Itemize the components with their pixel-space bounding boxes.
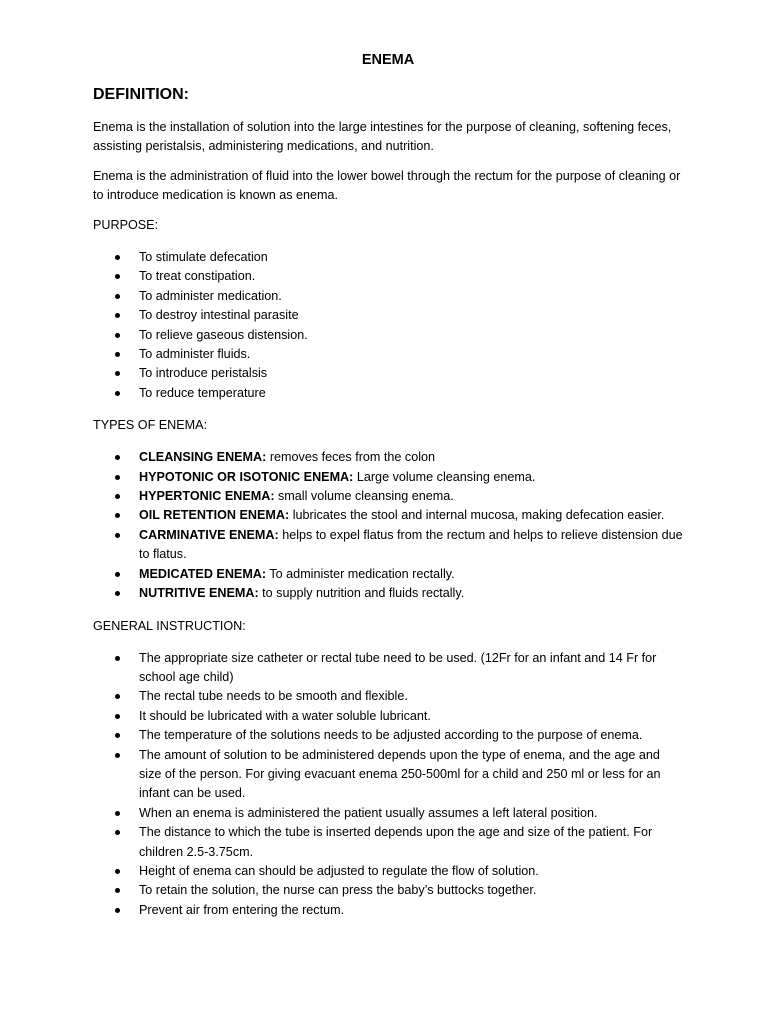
purpose-item-text: To destroy intestinal parasite [139,308,299,323]
type-description: small volume cleansing enema. [274,489,454,504]
type-term: NUTRITIVE ENEMA: [139,586,259,601]
bullet-icon [115,513,120,518]
instruction-item-text: The amount of solution to be administered depends upon the type of enema, and the age and size of the person. For giving evacuant enema 250-500ml for a child and 250 ml or less for an infant can be used. [139,747,661,801]
instruction-item [93,804,683,823]
instruction-item-text: The rectal tube needs to be smooth and flexible. [139,689,408,704]
type-item [93,506,683,525]
bullet-icon [115,294,120,299]
bullet-icon [115,811,120,816]
type-item [93,468,683,487]
purpose-item-text: To introduce peristalsis [139,366,268,381]
purpose-item [93,384,683,403]
bullet-icon [115,572,120,577]
instructions-heading: GENERAL INSTRUCTION: [93,618,246,633]
purpose-item [93,306,683,325]
purpose-heading: PURPOSE: [93,218,159,232]
document-page [93,52,683,933]
purpose-item [93,267,683,286]
purpose-item [93,364,683,383]
instruction-item [93,862,683,881]
bullet-icon [115,888,120,893]
instruction-item [93,707,683,726]
bullet-icon [115,475,120,480]
purpose-list [93,248,683,403]
type-description: to supply nutrition and fluids rectally. [258,586,465,601]
document-title: ENEMA [361,52,415,68]
bullet-icon [115,494,120,499]
instruction-item-text: It should be lubricated with a water soluble lubricant. [139,708,431,723]
bullet-icon [115,533,120,538]
purpose-item [93,345,683,364]
type-term: CARMINATIVE ENEMA: [139,527,279,542]
bullet-icon [115,869,120,874]
instruction-item [93,881,683,900]
instruction-item-text: To retain the solution, the nurse can press the baby’s buttocks together. [139,883,537,898]
instruction-item [93,687,683,706]
instructions-list [93,649,683,921]
definition-heading: DEFINITION: [93,86,189,103]
purpose-item-text: To administer fluids. [139,347,251,362]
instruction-item [93,726,683,745]
type-description: Large volume cleansing enema. [353,469,536,484]
type-item [93,448,683,467]
instruction-item-text: The distance to which the tube is inserted depends upon the age and size of the patient. For children 2.5-3.75cm. [139,825,653,859]
instruction-item-text: Prevent air from entering the rectum. [139,902,345,917]
purpose-item [93,248,683,267]
definition-paragraph-2: Enema is the administration of fluid into the lower bowel through the rectum for the purpose of cleaning or to introduce medication is known as enema. [93,169,681,202]
bullet-icon [115,391,120,396]
type-term: CLEANSING ENEMA: [139,450,267,465]
purpose-item-text: To stimulate defecation [139,250,268,264]
purpose-item-text: To administer medication. [139,288,282,303]
bullet-icon [115,591,120,596]
bullet-icon [115,694,120,699]
type-term: HYPERTONIC ENEMA: [139,489,275,504]
purpose-item-text: To reduce temperature [139,385,266,400]
type-description: lubricates the stool and internal mucosa, making defecation easier. [289,508,665,523]
types-heading: TYPES OF ENEMA: [93,418,208,433]
bullet-icon [115,274,120,279]
bullet-icon [115,371,120,376]
purpose-item-text: To relieve gaseous distension. [139,327,308,342]
type-item [93,487,683,506]
instruction-item-text: When an enema is administered the patient usually assumes a left lateral position. [139,805,598,820]
type-item [93,565,683,584]
bullet-icon [115,733,120,738]
bullet-icon [115,714,120,719]
bullet-icon [115,352,120,357]
bullet-icon [115,753,120,758]
type-term: MEDICATED ENEMA: [139,566,267,581]
type-term: OIL RETENTION ENEMA: [139,508,290,523]
type-description: helps to expel flatus from the rectum and helps to relieve distension due to flatus. [139,527,683,562]
instruction-item-text: The appropriate size catheter or rectal tube need to be used. (12Fr for an infant and 14 Fr for school age child) [139,650,657,684]
purpose-item [93,287,683,306]
bullet-icon [115,333,120,338]
instruction-item [93,746,683,804]
instruction-item [93,901,683,920]
type-term: HYPOTONIC OR ISOTONIC ENEMA: [139,469,354,484]
types-list [93,448,683,603]
purpose-item-text: To treat constipation. [139,269,256,284]
bullet-icon [115,908,120,913]
bullet-icon [115,656,120,661]
purpose-item [93,326,683,345]
instruction-item-text: The temperature of the solutions needs to be adjusted according to the purpose of enema. [139,728,643,743]
bullet-icon [115,255,120,260]
instruction-item [93,649,683,688]
bullet-icon [115,830,120,835]
instruction-item-text: Height of enema can should be adjusted to regulate the flow of solution. [139,863,539,878]
definition-paragraph-1: Enema is the installation of solution into the large intestines for the purpose of cleaning, softening feces, assisting peristalsis, administering medications, and nutrition. [93,120,672,153]
type-item [93,526,683,565]
type-description: To administer medication rectally. [266,566,455,581]
bullet-icon [115,455,120,460]
instruction-item [93,823,683,862]
type-description: removes feces from the colon [266,450,436,465]
bullet-icon [115,313,120,318]
type-item [93,584,683,603]
